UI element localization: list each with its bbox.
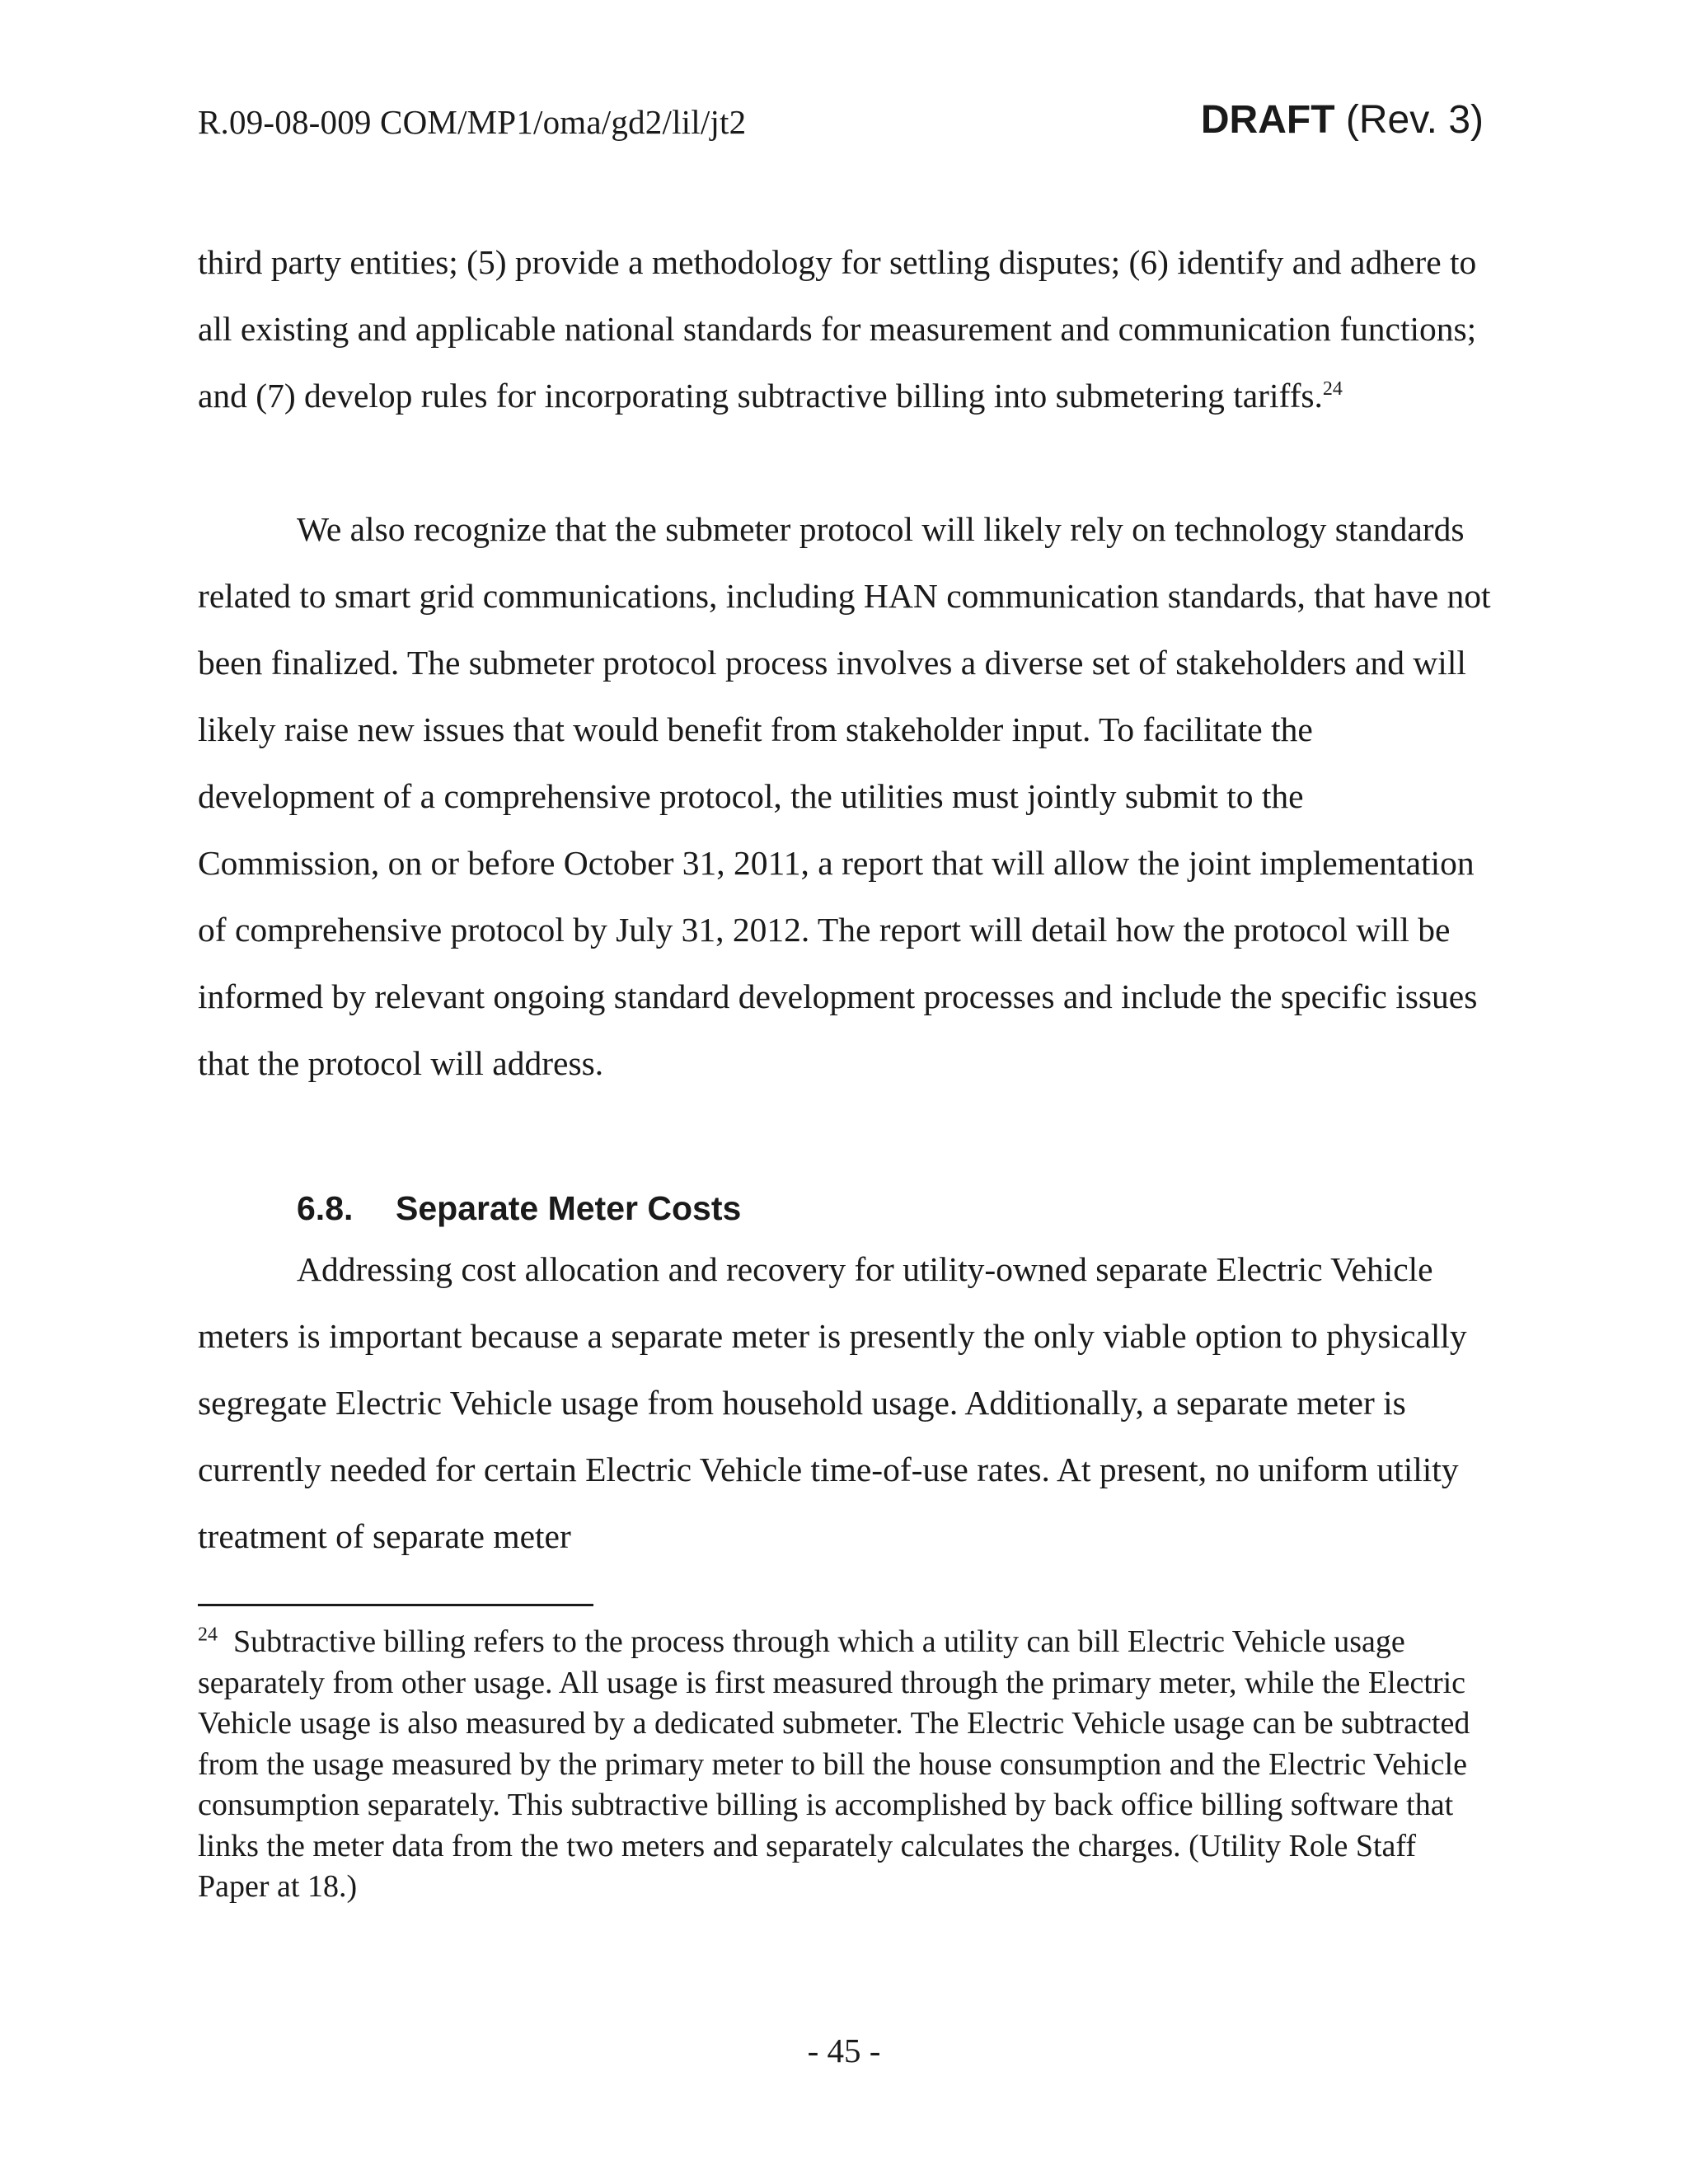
footnote-text: Subtractive billing refers to the process through which a utility can bill Electric Vehicle usage separately from other usage. All usage is first measured through the primary meter, while the Electric Vehicle usage is also measured by a dedicated submeter. The Electric Vehicle usage can be subtracted from the usage measured by the primary meter to bill the house consumption and the Electric Vehicle consumption separately. This subtractive billing is accomplished by back office billing software that links the meter data from the two meters and separately calculates the charges. (Utility Role Staff Paper at 18.): [198, 1624, 1470, 1904]
footnote-number: 24: [198, 1624, 218, 1646]
page-number: - 45 -: [807, 2032, 881, 2069]
draft-header: [1200, 98, 1484, 142]
paragraph-1: [198, 229, 1492, 429]
footnote: [198, 1622, 1492, 1908]
draft-label: DRAFT: [1200, 98, 1335, 142]
section-number: 6.8.: [297, 1189, 354, 1227]
paragraph-2: We also recognize that the submeter protocol will likely rely on technology standards related to smart grid communications, including HAN communication standards, that have not been finalized. The submeter protocol process involves a diverse set of stakeholders and will likely raise new issues that would benefit from stakeholder input. To facilitate the development of a comprehensive protocol, the utilities must jointly submit to the Commission, on or before October 31, 2011, a report that will allow the joint implementation of comprehensive protocol by July 31, 2012. The report will detail how the protocol will be informed by relevant ongoing standard development processes and include the specific issues that the protocol will address.: [198, 510, 1491, 1082]
footnote-reference[interactable]: 24: [1322, 378, 1343, 401]
revision-label: (Rev. 3): [1345, 98, 1484, 142]
paragraph-3: Addressing cost allocation and recovery for utility-owned separate Electric Vehicle meters is important because a separate meter is presently the only viable option to physically segregate Electric Vehicle usage from household usage. Additionally, a separate meter is currently needed for certain Electric Vehicle time-of-use rates. At present, no uniform utility treatment of separate meter: [198, 1250, 1467, 1555]
section-heading: [297, 1188, 741, 1229]
footnote-separator: [198, 1604, 593, 1606]
paragraph-1-text: third party entities; (5) provide a methodology for settling disputes; (6) identify and adhere to all existing and applicable national standards for measurement and communication functions; and (7) develop rules for incorporating subtractive billing into submetering tariffs.: [198, 243, 1477, 415]
section-title: Separate Meter Costs: [396, 1189, 742, 1227]
docket-header: R.09-08-009 COM/MP1/oma/gd2/lil/jt2: [198, 103, 747, 141]
